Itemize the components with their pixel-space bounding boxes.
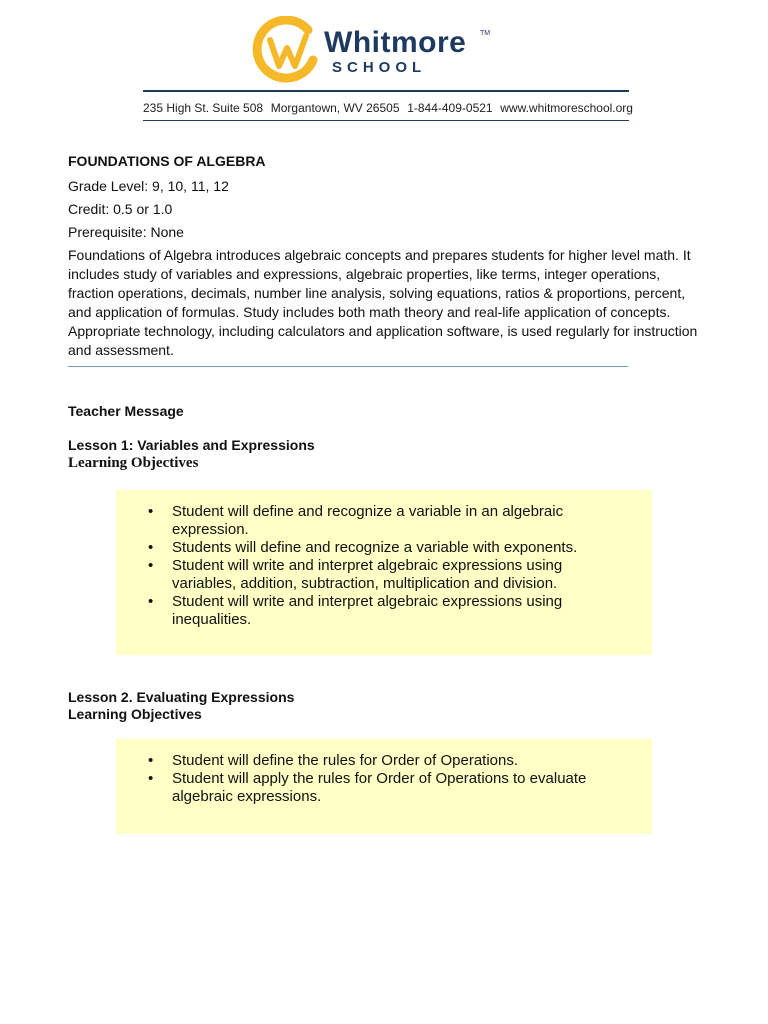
phone-text: 1-844-409-0521 (407, 101, 493, 115)
logo-subtitle: SCHOOL (332, 59, 427, 76)
city-text: Morgantown, WV 26505 (270, 101, 400, 115)
lesson-2-title: Lesson 2. Evaluating Expressions (68, 689, 295, 705)
list-item: • Student will apply the rules for Order of Operations to evaluate algebraic expressions. (148, 770, 587, 805)
bullet-icon: • (148, 539, 154, 556)
lesson-1-objectives-box (116, 490, 652, 655)
prerequisite: Prerequisite: None (68, 224, 184, 240)
bullet-icon: • (148, 503, 154, 520)
contact-line (143, 101, 633, 115)
list-item: • Student will define and recognize a variable in an algebraic expression. (148, 503, 564, 538)
teacher-message-heading: Teacher Message (68, 403, 184, 419)
bullet-icon: • (148, 557, 154, 574)
bullet-icon: • (148, 752, 154, 769)
lesson-1-objectives-list (116, 490, 652, 629)
credit: Credit: 0.5 or 1.0 (68, 201, 173, 217)
list-item: • Student will write and interpret algebraic expressions using inequalities. (148, 593, 563, 628)
letterhead-divider-bottom (143, 120, 629, 121)
grade-level: Grade Level: 9, 10, 11, 12 (68, 178, 229, 194)
lesson-1-objectives-label: Learning Objectives (68, 455, 199, 471)
whitmore-w-circle-icon (252, 16, 322, 86)
list-item: • Students will define and recognize a variable with exponents. (148, 539, 578, 556)
address-text: 235 High St. Suite 508 (143, 101, 264, 115)
logo-trademark: TM (480, 30, 491, 37)
lesson-2-objectives-box (116, 739, 652, 834)
website-link[interactable]: www.whitmoreschool.org (500, 101, 633, 115)
list-item: • Student will write and interpret algebraic expressions using variables, addition, subtraction, multiplication and division. (148, 557, 563, 592)
section-divider (68, 366, 628, 367)
course-description: Foundations of Algebra introduces algebraic concepts and prepares students for higher level math. It includes study of variables and expressions, algebraic properties, like terms, integer operations, fraction operations, decimals, number line analysis, solving equations, ratios & proportions, percent, and application of formulas. Study includes both math theory and real-life application of concepts. Appropriate technology, including calculators and application software, is used regularly for instruction and assessment. (68, 247, 698, 358)
school-logo (252, 14, 502, 88)
lesson-1-title: Lesson 1: Variables and Expressions (68, 437, 315, 453)
bullet-icon: • (148, 770, 154, 787)
list-item: • Student will define the rules for Order of Operations. (148, 752, 519, 769)
lesson-2-objectives-label: Learning Objectives (68, 706, 202, 722)
course-title: FOUNDATIONS OF ALGEBRA (68, 153, 266, 169)
logo-wordmark: Whitmore (324, 26, 467, 59)
bullet-icon: • (148, 593, 154, 610)
lesson-2-objectives-list (116, 739, 652, 806)
letterhead-divider (143, 90, 629, 92)
